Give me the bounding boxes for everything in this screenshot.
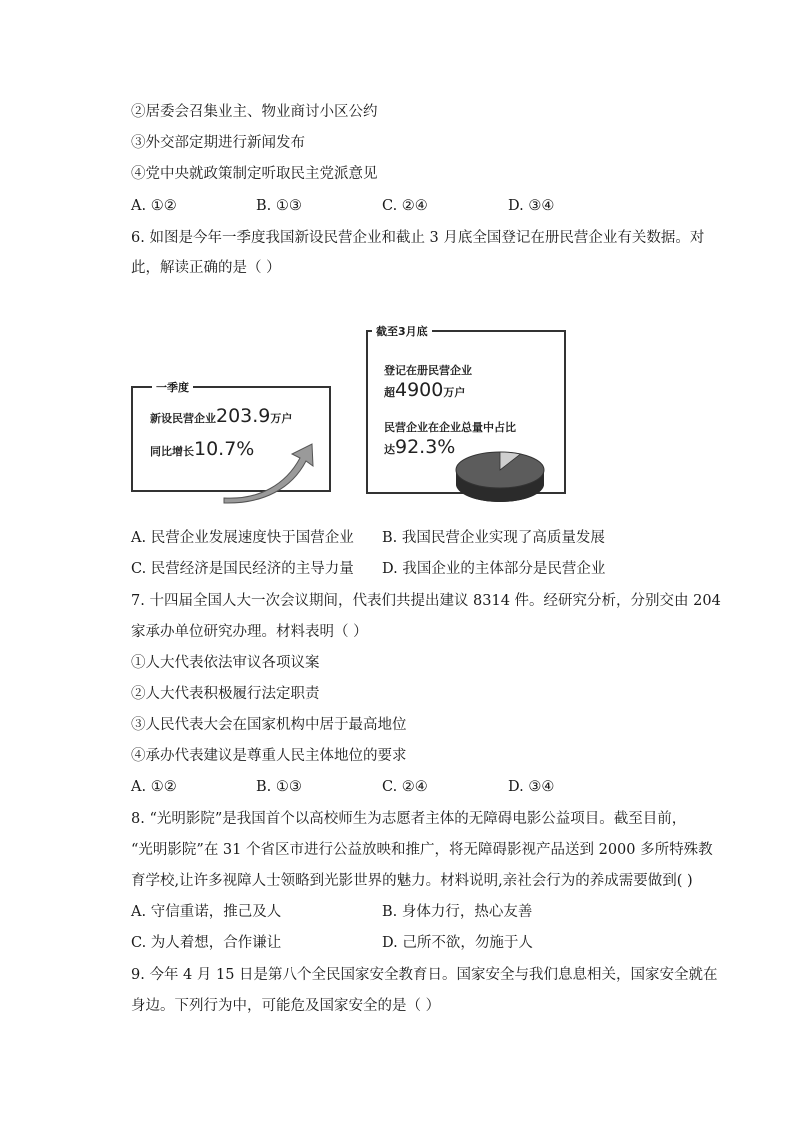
q5-option-b: B. ①③: [256, 198, 302, 214]
q8-stem-line-2: “光明影院”在 31 个省区市进行公益放映和推广，将无障碍影视产品送到 2000 多所特殊教: [131, 842, 713, 858]
q7-option-d: D. ③④: [508, 779, 555, 795]
q5-option-c: C. ②④: [382, 198, 428, 214]
q6-share-value: 92.3%: [395, 436, 456, 458]
q6-growth-arrow: [220, 440, 320, 505]
q7-stem-line-2: 家承办单位研究办理。材料表明（ ）: [131, 624, 368, 640]
q6-figure-registered: [384, 379, 465, 401]
q6-option-c: C. 民营经济是国民经济的主导力量: [131, 561, 354, 577]
q8-option-b: B. 身体力行，热心友善: [382, 904, 533, 920]
q7-item-3: ③人民代表大会在国家机构中居于最高地位: [131, 717, 407, 733]
q6-registered-label: 登记在册民营企业: [384, 364, 472, 377]
q7-option-b: B. ①③: [256, 779, 302, 795]
q9-stem-line-2: 身边。下列行为中，可能危及国家安全的是（ ）: [131, 998, 441, 1014]
q5-item-4: ④党中央就政策制定听取民主党派意见: [131, 166, 378, 182]
q8-stem-line-3: 育学校,让许多视障人士领略到光影世界的魅力。材料说明,亲社会行为的养成需要做到( ): [131, 873, 693, 889]
q6-share-label: 民营企业在企业总量中占比: [384, 421, 516, 434]
q7-item-1: ①人大代表依法审议各项议案: [131, 655, 320, 671]
q5-item-3: ③外交部定期进行新闻发布: [131, 135, 305, 151]
q6-registered-unit: 万户: [443, 386, 466, 399]
q7-option-a: A. ①②: [131, 779, 177, 795]
q8-option-d: D. 己所不欲，勿施于人: [382, 935, 533, 951]
q7-stem-line-1: 7. 十四届全国人大一次会议期间，代表们共提出建议 8314 件。经研究分析，分别交由 204: [131, 593, 721, 609]
q6-new-enterprises-value: 203.9: [216, 405, 271, 427]
q6-option-d: D. 我国企业的主体部分是民营企业: [382, 561, 606, 577]
q6-growth-label: 同比增长: [150, 445, 194, 458]
q6-stem-line-1: 6. 如图是今年一季度我国新设民营企业和截止 3 月底全国登记在册民营企业有关数据。对: [131, 230, 705, 246]
q7-option-c: C. ②④: [382, 779, 428, 795]
q7-item-2: ②人大代表积极履行法定职责: [131, 686, 320, 702]
q6-share-pie: [452, 448, 548, 510]
q6-figure-quarter-tag: 一季度: [152, 379, 193, 395]
q8-stem-line-1: 8. “光明影院”是我国首个以高校师生为志愿者主体的无障碍电影公益项目。截至目前，: [131, 811, 687, 827]
q6-share-prefix: 达: [384, 443, 395, 456]
q6-option-b: B. 我国民营企业实现了高质量发展: [382, 530, 605, 546]
q6-new-enterprises-label: 新设民营企业: [150, 412, 216, 425]
q6-new-enterprises-unit: 万户: [270, 412, 293, 425]
q6-stem-line-2: 此，解读正确的是（ ）: [131, 260, 281, 276]
q5-option-d: D. ③④: [508, 198, 555, 214]
q6-figure-new-enterprises: [150, 405, 292, 427]
q6-registered-prefix: 超: [384, 386, 395, 399]
q6-figure-march-tag: 截至3月底: [372, 323, 432, 339]
q6-option-a: A. 民营企业发展速度快于国营企业: [131, 530, 354, 546]
q6-registered-value: 4900: [395, 379, 444, 401]
q5-option-a: A. ①②: [131, 198, 177, 214]
q5-item-2: ②居委会召集业主、物业商讨小区公约: [131, 104, 378, 120]
q8-option-a: A. 守信重诺，推己及人: [131, 904, 282, 920]
q8-option-c: C. 为人着想，合作谦让: [131, 935, 282, 951]
q6-figure-share: [384, 436, 455, 458]
q7-item-4: ④承办代表建议是尊重人民主体地位的要求: [131, 748, 407, 764]
q9-stem-line-1: 9. 今年 4 月 15 日是第八个全民国家安全教育日。国家安全与我们息息相关，国家安全就在: [131, 967, 718, 983]
q6-growth-value: 10.7%: [194, 438, 255, 460]
